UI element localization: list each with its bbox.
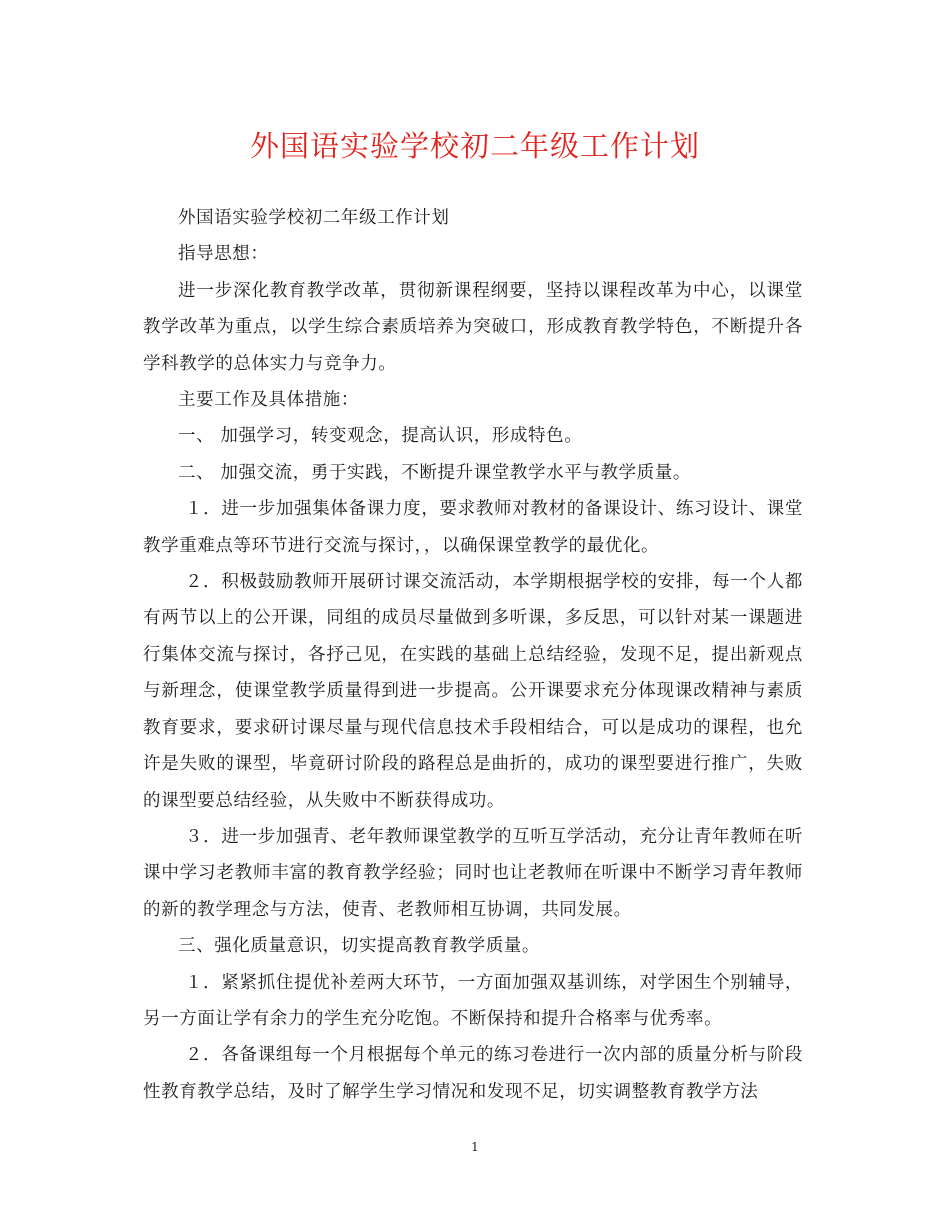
- numbered-paragraph: １．紧紧抓住提优补差两大环节，一方面加强双基训练，对学困生个别辅导，另一方面让学有余力的学生充分吃饱。不断保持和提升合格率与优秀率。: [143, 972, 803, 1029]
- page-number: 1: [471, 1140, 479, 1154]
- document-body: [143, 200, 803, 1110]
- numbered-paragraph: ２．各备课组每一个月根据每个单元的练习卷进行一次内部的质量分析与阶段性教育教学总结，及时了解学生学习情况和发现不足，切实调整教育教学方法: [143, 1045, 803, 1102]
- paragraph: 一、 加强学习，转变观念，提高认识，形成特色。: [178, 426, 583, 447]
- paragraph: 进一步深化教育教学改革，贯彻新课程纲要，坚持以课程改革为中心，以课堂教学改革为重点，以学生综合素质培养为突破口，形成教育教学特色，不断提升各学科教学的总体实力与竞争力。: [143, 280, 803, 374]
- paragraph: 二、 加强交流，勇于实践，不断提升课堂教学水平与教学质量。: [178, 462, 691, 483]
- numbered-paragraph: ２．积极鼓励教师开展研讨课交流活动，本学期根据学校的安排，每一个人都有两节以上的公开课，同组的成员尽量做到多听课，多反思，可以针对某一课题进行集体交流与探讨，各抒己见，在实践的基础上总结经验，发现不足，提出新观点与新理念，使课堂教学质量得到进一步提高。公开课要求充分体现课改精神与素质教育要求，要求研讨课尽量与现代信息技术手段相结合，可以是成功的课程，也允许是失败的课型，毕竟研讨阶段的路程总是曲折的，成功的课型要进行推广，失败的课型要总结经验，从失败中不断获得成功。: [143, 572, 803, 811]
- paragraph: 三、强化质量意识，切实提高教育教学质量。: [178, 936, 540, 957]
- paragraph: 主要工作及具体措施：: [178, 390, 359, 411]
- paragraph: 指导思想：: [178, 244, 269, 265]
- numbered-paragraph: ３．进一步加强青、老年教师课堂教学的互听互学活动，充分让青年教师在听课中学习老教师丰富的教育教学经验；同时也让老教师在听课中不断学习青年教师的新的教学理念与方法，使青、老教师相互协调，共同发展。: [143, 826, 803, 920]
- paragraph: 外国语实验学校初二年级工作计划: [178, 208, 450, 228]
- numbered-paragraph: １．进一步加强集体备课力度，要求教师对教材的备课设计、练习设计、课堂教学重难点等环节进行交流与探讨，，以确保课堂教学的最优化。: [143, 499, 803, 556]
- document-title: 外国语实验学校初二年级工作计划: [249, 129, 700, 163]
